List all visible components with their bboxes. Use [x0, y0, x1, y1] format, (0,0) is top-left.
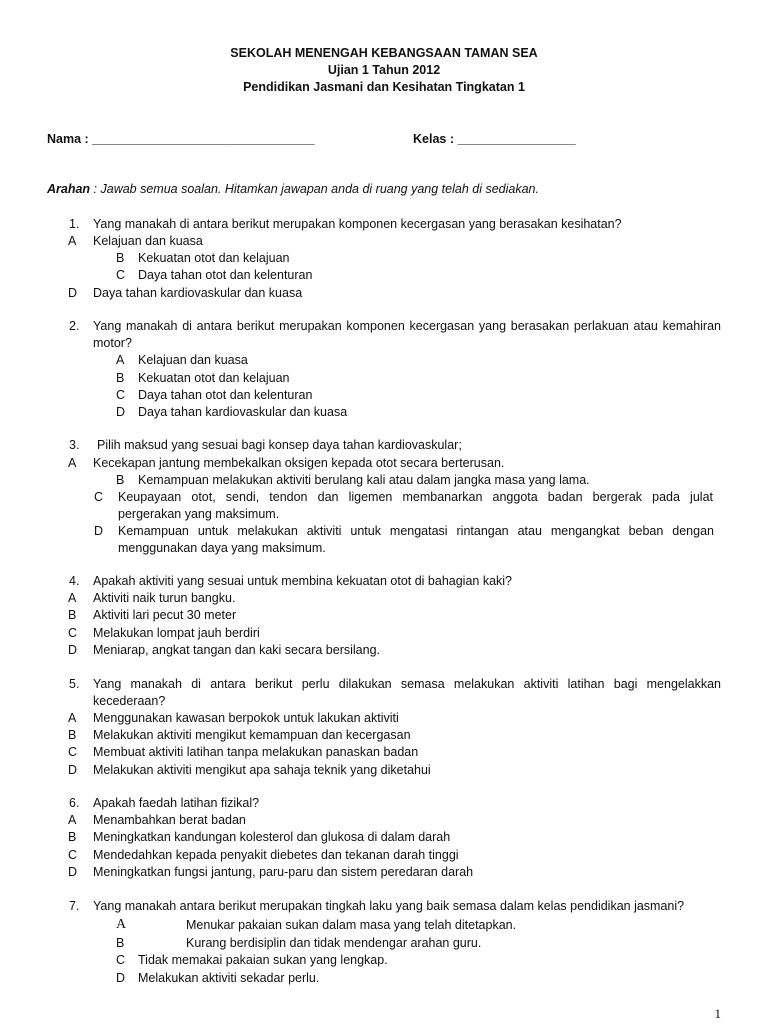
question-number: 6.	[69, 796, 80, 810]
question-text: Pilih maksud yang sesuai bagi konsep daya tahan kardiovaskular;	[97, 438, 462, 452]
option-letter: A	[68, 591, 77, 605]
option-text: Membuat aktiviti latihan tanpa melakukan panaskan badan	[93, 745, 419, 759]
option-letter: B	[116, 936, 125, 950]
question-number: 3.	[69, 438, 80, 452]
question-number: 1.	[69, 217, 80, 231]
option-letter: A	[116, 353, 125, 367]
option-letter: C	[68, 626, 78, 640]
question-text-cont: motor?	[93, 336, 132, 350]
option-letter: C	[116, 953, 126, 967]
option-text-cont: pergerakan yang maksimum.	[118, 507, 280, 521]
option-text: Melakukan aktiviti mengikut apa sahaja teknik yang diketahui	[93, 763, 431, 777]
option-text: Daya tahan otot dan kelenturan	[138, 268, 313, 282]
question-text: Yang manakah di antara berikut perlu dilakukan semasa melakukan aktiviti latihan bagi mengelakkan	[93, 677, 721, 691]
option-letter: C	[116, 268, 126, 282]
option-letter: B	[68, 608, 77, 622]
option-letter: C	[116, 388, 126, 402]
class-field: Kelas : _________________	[413, 132, 576, 146]
question-number: 2.	[69, 319, 80, 333]
question-number: 7.	[69, 899, 80, 913]
option-text: Kekuatan otot dan kelajuan	[138, 251, 290, 265]
option-text: Kecekapan jantung membekalkan oksigen kepada otot secara berterusan.	[93, 456, 505, 470]
school-name: SEKOLAH MENENGAH KEBANGSAAN TAMAN SEA	[230, 46, 538, 60]
option-text: Menambahkan berat badan	[93, 813, 246, 827]
question-text-cont: kecederaan?	[93, 694, 166, 708]
instructions-label: Arahan	[47, 182, 91, 196]
subject-title: Pendidikan Jasmani dan Kesihatan Tingkatan 1	[243, 80, 525, 94]
option-text: Kelajuan dan kuasa	[138, 353, 248, 367]
name-field: Nama : ________________________________	[47, 132, 315, 146]
exam-title: Ujian 1 Tahun 2012	[327, 63, 441, 77]
option-text: Menukar pakaian sukan dalam masa yang telah ditetapkan.	[186, 918, 517, 932]
question-text: Apakah aktiviti yang sesuai untuk membina kekuatan otot di bahagian kaki?	[93, 574, 513, 588]
option-text: Kurang berdisiplin dan tidak mendengar arahan guru.	[186, 936, 482, 950]
question-text: Yang manakah antara berikut merupakan tingkah laku yang baik semasa dalam kelas pendidikan jasmani?	[93, 899, 685, 913]
option-letter: A	[68, 711, 77, 725]
instructions	[47, 182, 539, 196]
option-text: Tidak memakai pakaian sukan yang lengkap.	[138, 953, 388, 967]
option-letter: A	[68, 234, 77, 248]
option-text: Menggunakan kawasan berpokok untuk lakukan aktiviti	[93, 711, 399, 725]
instructions-text: : Jawab semua soalan. Hitamkan jawapan anda di ruang yang telah di sediakan.	[90, 182, 539, 196]
option-text: Keupayaan otot, sendi, tendon dan ligemen membanarkan anggota badan bergerak pada julat	[118, 490, 713, 504]
option-text: Kelajuan dan kuasa	[93, 234, 203, 248]
option-text: Meniarap, angkat tangan dan kaki secara bersilang.	[93, 643, 380, 657]
option-text: Meningkatkan fungsi jantung, paru-paru dan sistem peredaran darah	[93, 865, 474, 879]
option-letter: A	[68, 813, 77, 827]
option-letter: D	[68, 286, 78, 300]
question-text: Apakah faedah latihan fizikal?	[93, 796, 260, 810]
option-text: Aktiviti lari pecut 30 meter	[93, 608, 237, 622]
option-text: Melakukan lompat jauh berdiri	[93, 626, 260, 640]
option-letter: C	[94, 490, 104, 504]
option-letter: C	[68, 745, 78, 759]
option-text: Meningkatkan kandungan kolesterol dan glukosa di dalam darah	[93, 830, 451, 844]
question-text: Yang manakah di antara berikut merupakan komponen kecergasan yang berasakan kesihatan?	[93, 217, 622, 231]
option-text: Daya tahan otot dan kelenturan	[138, 388, 313, 402]
page-number: 1	[714, 1006, 721, 1021]
question-text: Yang manakah di antara berikut merupakan komponen kecergasan yang berasakan perlakuan atau kemahiran	[93, 319, 721, 333]
option-text: Daya tahan kardiovaskular dan kuasa	[93, 286, 303, 300]
option-text-cont: menggunakan daya yang maksimum.	[118, 541, 326, 555]
option-letter: D	[68, 643, 78, 657]
option-text: Daya tahan kardiovaskular dan kuasa	[138, 405, 348, 419]
option-letter: A	[116, 917, 127, 932]
option-text: Kekuatan otot dan kelajuan	[138, 371, 290, 385]
option-letter: D	[94, 524, 104, 538]
option-text: Kemampuan melakukan aktiviti berulang kali atau dalam jangka masa yang lama.	[138, 473, 590, 487]
option-text: Melakukan aktiviti sekadar perlu.	[138, 971, 320, 985]
option-letter: B	[68, 728, 77, 742]
option-letter: D	[116, 405, 126, 419]
option-text: Kemampuan untuk melakukan aktiviti untuk mengatasi rintangan atau mengangkat beban dengan	[118, 524, 714, 538]
option-letter: B	[68, 830, 77, 844]
option-text: Melakukan aktiviti mengikut kemampuan dan kecergasan	[93, 728, 411, 742]
option-letter: B	[116, 251, 125, 265]
option-letter: D	[68, 865, 78, 879]
option-letter: D	[116, 971, 126, 985]
option-letter: D	[68, 763, 78, 777]
option-letter: B	[116, 473, 125, 487]
option-letter: B	[116, 371, 125, 385]
option-text: Aktiviti naik turun bangku.	[93, 591, 236, 605]
question-number: 4.	[69, 574, 80, 588]
question-number: 5.	[69, 677, 80, 691]
option-letter: C	[68, 848, 78, 862]
option-letter: A	[68, 456, 77, 470]
option-text: Mendedahkan kepada penyakit diebetes dan tekanan darah tinggi	[93, 848, 459, 862]
